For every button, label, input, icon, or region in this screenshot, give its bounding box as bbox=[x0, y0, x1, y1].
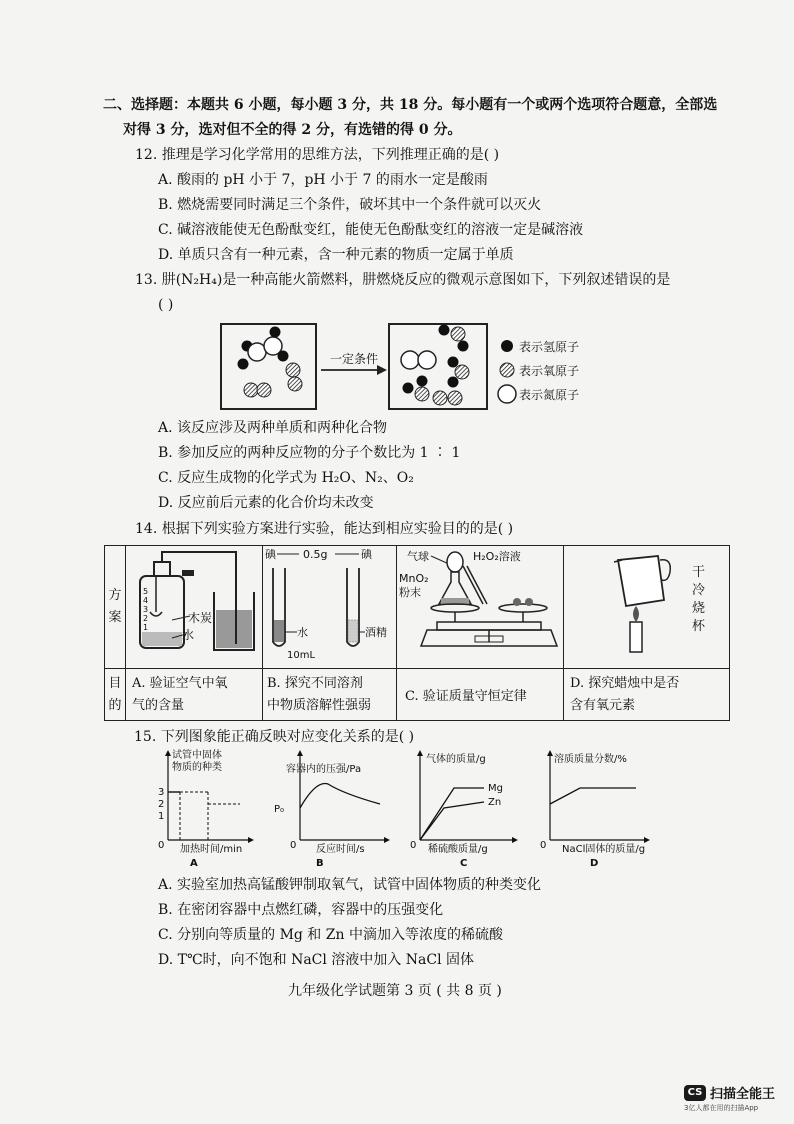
atom-legend bbox=[498, 340, 579, 403]
svg-text:冷: 冷 bbox=[692, 583, 706, 598]
svg-text:试管中固体: 试管中固体 bbox=[172, 750, 222, 761]
svg-text:加热时间/min: 加热时间/min bbox=[180, 844, 243, 855]
svg-text:0: 0 bbox=[410, 840, 417, 851]
svg-text:溶质质量分数/%: 溶质质量分数/% bbox=[554, 754, 627, 765]
q12-option-a: A. 酸雨的 pH 小于 7，pH 小于 7 的雨水一定是酸雨 bbox=[158, 172, 488, 188]
q15-charts bbox=[150, 748, 670, 870]
svg-text:2: 2 bbox=[158, 799, 165, 810]
q12-option-b: B. 燃烧需要同时满足三个条件，破坏其中一个条件就可以灭火 bbox=[158, 197, 542, 213]
scanner-logo-icon: CS bbox=[684, 1085, 706, 1101]
purpose-c: C. 验证质量守恒定律 bbox=[397, 669, 564, 721]
chart-a bbox=[158, 748, 254, 869]
q13-micro-diagram bbox=[215, 318, 595, 414]
fig-c-cell bbox=[397, 546, 564, 669]
svg-text:H₂O₂溶液: H₂O₂溶液 bbox=[473, 550, 521, 563]
chart-b bbox=[274, 750, 390, 869]
svg-text:Zn: Zn bbox=[488, 797, 502, 808]
scanner-tagline: 3亿人都在用的扫描App bbox=[684, 1104, 759, 1112]
svg-text:酒精: 酒精 bbox=[365, 626, 387, 639]
fig-b-apparatus bbox=[263, 546, 396, 664]
chart-d bbox=[540, 750, 650, 869]
svg-text:0: 0 bbox=[158, 840, 165, 851]
svg-text:A: A bbox=[190, 858, 198, 869]
product-molecules bbox=[401, 325, 469, 406]
svg-text:杯: 杯 bbox=[692, 619, 706, 634]
q12-stem: 12. 推理是学习化学常用的思维方法，下列推理正确的是( ) bbox=[135, 147, 500, 163]
svg-text:4: 4 bbox=[143, 596, 149, 605]
purpose-d: D. 探究蜡烛中是否 含有氧元素 bbox=[564, 669, 730, 721]
row-header-plan: 方案 bbox=[105, 546, 126, 669]
purpose-a: A. 验证空气中氧 气的含量 bbox=[126, 669, 263, 721]
fig-b-cell bbox=[263, 546, 397, 669]
svg-text:D: D bbox=[590, 858, 599, 869]
svg-text:0: 0 bbox=[290, 840, 297, 851]
svg-text:1: 1 bbox=[158, 811, 165, 822]
fig-d-cell bbox=[564, 546, 730, 669]
svg-text:5: 5 bbox=[143, 587, 149, 596]
svg-text:烧: 烧 bbox=[692, 601, 706, 616]
svg-text:碘: 碘 bbox=[361, 548, 372, 561]
legend-hydrogen-swatch bbox=[501, 340, 513, 352]
q15-option-a: A. 实验室加热高锰酸钾制取氧气，试管中固体物质的种类变化 bbox=[158, 877, 542, 893]
fig-a-apparatus bbox=[126, 546, 262, 664]
q13-stem-line1: 13. 肼(N₂H₄)是一种高能火箭燃料，肼燃烧反应的微观示意图如下，下列叙述错误的是 bbox=[135, 272, 671, 288]
q15-option-d: D. T℃时，向不饱和 NaCl 溶液中加入 NaCl 固体 bbox=[158, 952, 474, 968]
arrow-condition-label: 一定条件 bbox=[329, 352, 379, 366]
svg-text:气体的质量/g: 气体的质量/g bbox=[426, 754, 486, 765]
row-header-purpose: 目的 bbox=[105, 669, 126, 721]
svg-text:P₀: P₀ bbox=[274, 804, 285, 815]
q15-option-b: B. 在密闭容器中点燃红磷，容器中的压强变化 bbox=[158, 902, 444, 918]
fig-d-apparatus bbox=[564, 546, 729, 664]
svg-text:NaCl固体的质量/g: NaCl固体的质量/g bbox=[562, 844, 646, 855]
q13-stem-line2: ( ) bbox=[158, 297, 174, 313]
section-heading-line2: 对得 3 分，选对但不全的得 2 分，有选错的得 0 分。 bbox=[123, 122, 462, 138]
svg-text:干: 干 bbox=[692, 565, 706, 580]
fig-c-apparatus bbox=[397, 546, 563, 664]
svg-text:稀硫酸质量/g: 稀硫酸质量/g bbox=[428, 844, 488, 855]
svg-text:3: 3 bbox=[158, 787, 165, 798]
svg-text:0: 0 bbox=[540, 840, 547, 851]
svg-text:1: 1 bbox=[143, 623, 149, 632]
q15-option-c: C. 分别向等质量的 Mg 和 Zn 中滴加入等浓度的稀硫酸 bbox=[158, 927, 503, 943]
svg-text:Mg: Mg bbox=[488, 783, 503, 794]
reactant-molecules bbox=[238, 327, 303, 398]
legend-nitrogen-swatch bbox=[498, 385, 516, 403]
q13-option-d: D. 反应前后元素的化合价均未改变 bbox=[158, 495, 374, 511]
svg-text:B: B bbox=[316, 858, 324, 869]
svg-text:0.5g: 0.5g bbox=[303, 548, 328, 561]
q12-option-d: D. 单质只含有一种元素，含一种元素的物质一定属于单质 bbox=[158, 247, 514, 263]
q12-option-c: C. 碱溶液能使无色酚酞变红，能使无色酚酞变红的溶液一定是碱溶液 bbox=[158, 222, 584, 238]
q15-stem: 15. 下列图象能正确反映对应变化关系的是( ) bbox=[134, 729, 415, 745]
purpose-b: B. 探究不同溶剂 中物质溶解性强弱 bbox=[263, 669, 397, 721]
section-heading-line1: 二、选择题：本题共 6 小题，每小题 3 分，共 18 分。每小题有一个或两个选项符合题意，全部选 bbox=[103, 97, 718, 113]
svg-text:碘: 碘 bbox=[265, 548, 276, 561]
fig-a-water-label: 水 bbox=[182, 628, 195, 642]
svg-text:气球: 气球 bbox=[407, 550, 429, 563]
page-footer: 九年级化学试题第 3 页 ( 共 8 页 ) bbox=[288, 983, 502, 999]
svg-text:10mL: 10mL bbox=[287, 650, 316, 661]
q13-option-c: C. 反应生成物的化学式为 H₂O、N₂、O₂ bbox=[158, 470, 414, 486]
svg-text:粉末: 粉末 bbox=[399, 586, 421, 599]
svg-text:物质的种类: 物质的种类 bbox=[172, 762, 222, 773]
svg-text:2: 2 bbox=[143, 614, 149, 623]
legend-nitrogen: 表示氮原子 bbox=[519, 388, 580, 402]
q14-stem: 14. 根据下列实验方案进行实验，能达到相应实验目的的是( ) bbox=[135, 521, 514, 537]
scanner-watermark bbox=[684, 1083, 775, 1102]
svg-text:MnO₂: MnO₂ bbox=[399, 572, 429, 585]
reactant-box bbox=[221, 324, 316, 409]
q14-experiment-table bbox=[104, 545, 730, 721]
fig-a-charcoal-label: 木炭 bbox=[188, 611, 213, 625]
scanner-name: 扫描全能王 bbox=[710, 1087, 776, 1102]
fig-a-cell bbox=[126, 546, 263, 669]
legend-oxygen-swatch bbox=[500, 363, 514, 377]
svg-text:容器内的压强/Pa: 容器内的压强/Pa bbox=[286, 764, 362, 775]
svg-text:C: C bbox=[460, 858, 468, 869]
legend-hydrogen: 表示氢原子 bbox=[519, 340, 580, 354]
chart-c bbox=[410, 750, 518, 869]
svg-text:反应时间/s: 反应时间/s bbox=[316, 844, 365, 855]
svg-text:水: 水 bbox=[297, 626, 308, 639]
q13-option-a: A. 该反应涉及两种单质和两种化合物 bbox=[158, 420, 388, 436]
svg-text:3: 3 bbox=[143, 605, 149, 614]
q13-option-b: B. 参加反应的两种反应物的分子个数比为 1 ∶ 1 bbox=[158, 445, 461, 461]
legend-oxygen: 表示氧原子 bbox=[519, 364, 580, 378]
